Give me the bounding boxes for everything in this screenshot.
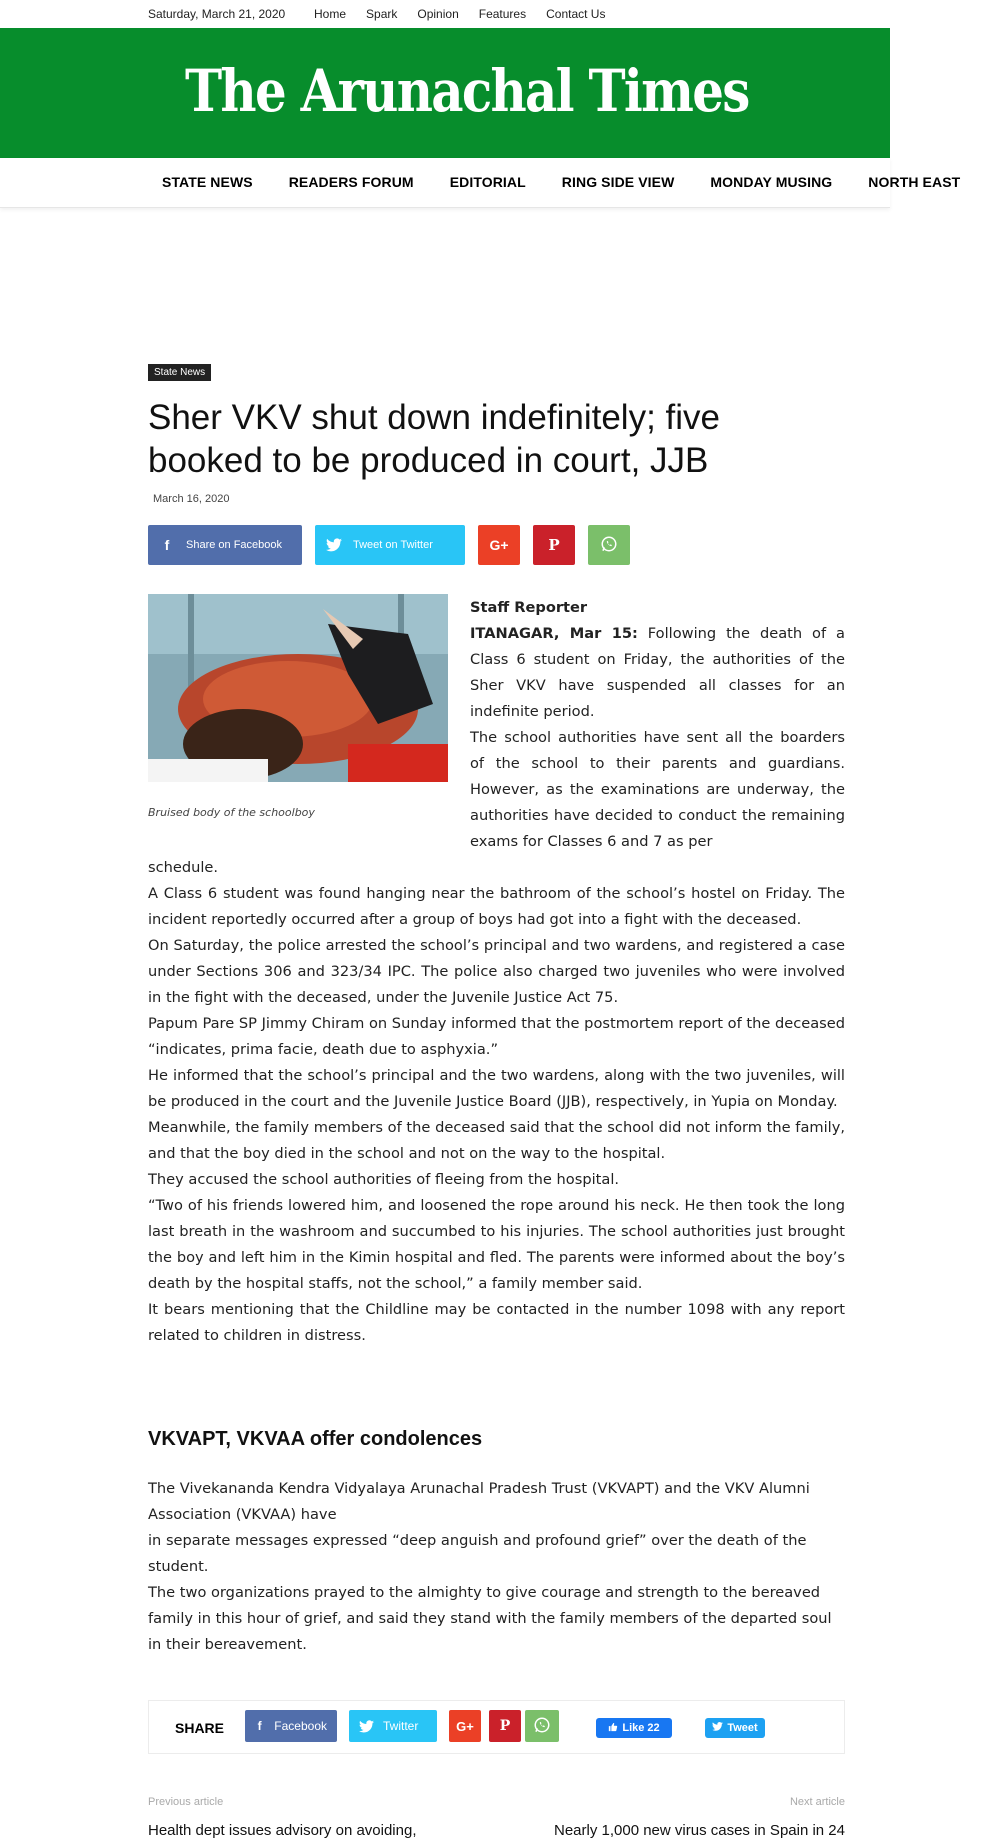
facebook-like-button[interactable]: Like 22	[596, 1718, 672, 1738]
top-link-features[interactable]: Features	[478, 7, 527, 21]
paragraph: It bears mentioning that the Childline may be contacted in the number 1098 with any report related to children in distress.	[148, 1301, 845, 1344]
share-label: SHARE	[175, 1720, 225, 1736]
top-links	[314, 7, 625, 21]
next-article-label: Next article	[789, 1796, 845, 1808]
paragraph: in separate messages expressed “deep anguish and profound grief” over the death of the student.	[148, 1532, 807, 1575]
paragraph: He informed that the school’s principal and the two wardens, along with the two juveniles, will be produced in the court and the Juvenile Justice Board (JJB), respectively, in Yupia on Monday.	[148, 1067, 845, 1110]
intro-paragraph: ITANAGAR, Mar 15: Following the death of a Class 6 student on Friday, the authorities of the Sher VKV have suspended all classes for an indefinite period.	[470, 625, 845, 720]
article-body-2	[148, 1476, 845, 1658]
article-date: March 16, 2020	[153, 493, 230, 505]
article-body	[148, 855, 845, 1349]
googleplus-icon: G+	[456, 1718, 474, 1734]
article-title: Sher VKV shut down indefinitely; five booked to be produced in court, JJB	[148, 398, 720, 480]
share-twitter-button[interactable]: Tweet on Twitter	[315, 525, 465, 565]
twitter-icon	[349, 1720, 383, 1733]
article-figure	[148, 594, 448, 819]
top-bar	[0, 0, 890, 28]
paragraph: “Two of his friends lowered him, and loosened the rope around his neck. He then took the long last breath in the washroom and succumbed to his injuries. The school authorities just brought the boy and left him in the Kimin hospital and fled. The parents were informed about the boy’s death by the hospital staffs, not the school,” a family member said.	[148, 1197, 845, 1292]
article-photo	[148, 594, 448, 782]
paragraph: The two organizations prayed to the almighty to give courage and strength to the bereaved family in this hour of grief, and said they stand with the family members of the departed soul in their bereavement.	[148, 1584, 832, 1653]
top-link-spark[interactable]: Spark	[366, 7, 398, 21]
facebook-icon: f	[257, 1719, 262, 1733]
top-link-home[interactable]: Home	[314, 7, 347, 21]
article-intro	[470, 595, 845, 855]
share-pinterest-button-bottom[interactable]	[489, 1710, 521, 1742]
paragraph: On Saturday, the police arrested the school’s principal and two wardens, and registered a case under Sections 306 and 323/34 IPC. The police also charged two juveniles who were involved in the fight with the deceased, under the Juvenile Justice Act 75.	[148, 937, 845, 1006]
paragraph: The Vivekananda Kendra Vidyalaya Arunachal Pradesh Trust (VKVAPT) and the VKV Alumni Association (VKVAA) have	[148, 1480, 810, 1523]
byline: Staff Reporter	[470, 599, 588, 616]
pinterest-icon: P	[548, 536, 560, 554]
dateline: ITANAGAR, Mar 15:	[470, 625, 638, 642]
nav-item-state-news[interactable]: STATE NEWS	[162, 174, 253, 190]
figure-caption: Bruised body of the schoolboy	[148, 806, 315, 819]
nav-item-north-east[interactable]: NORTH EAST	[868, 174, 961, 190]
nav-item-readers-forum[interactable]: READERS FORUM	[288, 174, 414, 190]
next-article-link[interactable]: Nearly 1,000 new virus cases in Spain in 24	[554, 1822, 845, 1839]
whatsapp-icon	[533, 1716, 551, 1737]
share-buttons-top	[148, 525, 643, 565]
share-googleplus-button-bottom[interactable]	[449, 1710, 481, 1742]
current-date: Saturday, March 21, 2020	[148, 7, 286, 21]
paragraph: A Class 6 student was found hanging near the bathroom of the school’s hostel on Friday. The incident reportedly occurred after a group of boys had got into a fight with the deceased.	[148, 885, 845, 928]
main-nav	[0, 158, 961, 208]
previous-article-link[interactable]: Health dept issues advisory on avoiding,	[148, 1822, 417, 1839]
thumbs-up-icon	[608, 1722, 618, 1735]
googleplus-icon: G+	[489, 537, 509, 553]
tweet-button[interactable]: Tweet	[705, 1718, 765, 1738]
article-subhead: VKVAPT, VKVAA offer condolences	[148, 1428, 483, 1450]
share-whatsapp-button-bottom[interactable]	[525, 1710, 559, 1742]
paragraph: They accused the school authorities of fleeing from the hospital.	[148, 1171, 620, 1188]
paragraph-2-part: The school authorities have sent all the boarders of the school to their parents and guardians. However, as the examinations are underway, the authorities have decided to conduct the remaining exams for Classes 6 and 7 as per	[470, 729, 845, 850]
share-twitter-button-bottom[interactable]: Twitter	[349, 1710, 437, 1742]
share-pinterest-button[interactable]	[533, 525, 575, 565]
share-box-bottom	[148, 1700, 845, 1754]
category-badge[interactable]: State News	[148, 364, 211, 381]
previous-article-label: Previous article	[148, 1796, 224, 1808]
share-googleplus-button[interactable]	[478, 525, 520, 565]
twitter-icon	[315, 538, 353, 552]
facebook-icon: f	[164, 537, 170, 553]
nav-item-monday-musing[interactable]: MONDAY MUSING	[710, 174, 833, 190]
paragraph: Papum Pare SP Jimmy Chiram on Sunday informed that the postmortem report of the deceased “indicates, prima facie, death due to asphyxia.”	[148, 1015, 845, 1058]
top-link-contact[interactable]: Contact Us	[546, 7, 606, 21]
twitter-icon	[712, 1722, 723, 1734]
nav-item-editorial[interactable]: EDITORIAL	[449, 174, 526, 190]
site-logo[interactable]: The Arunachal Times	[185, 57, 749, 125]
paragraph: Meanwhile, the family members of the deceased said that the school did not inform the family, and that the boy died in the school and not on the way to the hospital.	[148, 1119, 845, 1162]
share-facebook-button-bottom[interactable]: f Facebook	[245, 1710, 337, 1742]
share-whatsapp-button[interactable]	[588, 525, 630, 565]
pinterest-icon: P	[499, 1718, 511, 1734]
top-link-opinion[interactable]: Opinion	[417, 7, 459, 21]
share-facebook-button[interactable]: f Share on Facebook	[148, 525, 302, 565]
paragraph-2-rest: schedule.	[148, 859, 219, 876]
site-header	[0, 28, 890, 158]
whatsapp-icon	[600, 535, 618, 556]
nav-item-ring-side-view[interactable]: RING SIDE VIEW	[561, 174, 675, 190]
